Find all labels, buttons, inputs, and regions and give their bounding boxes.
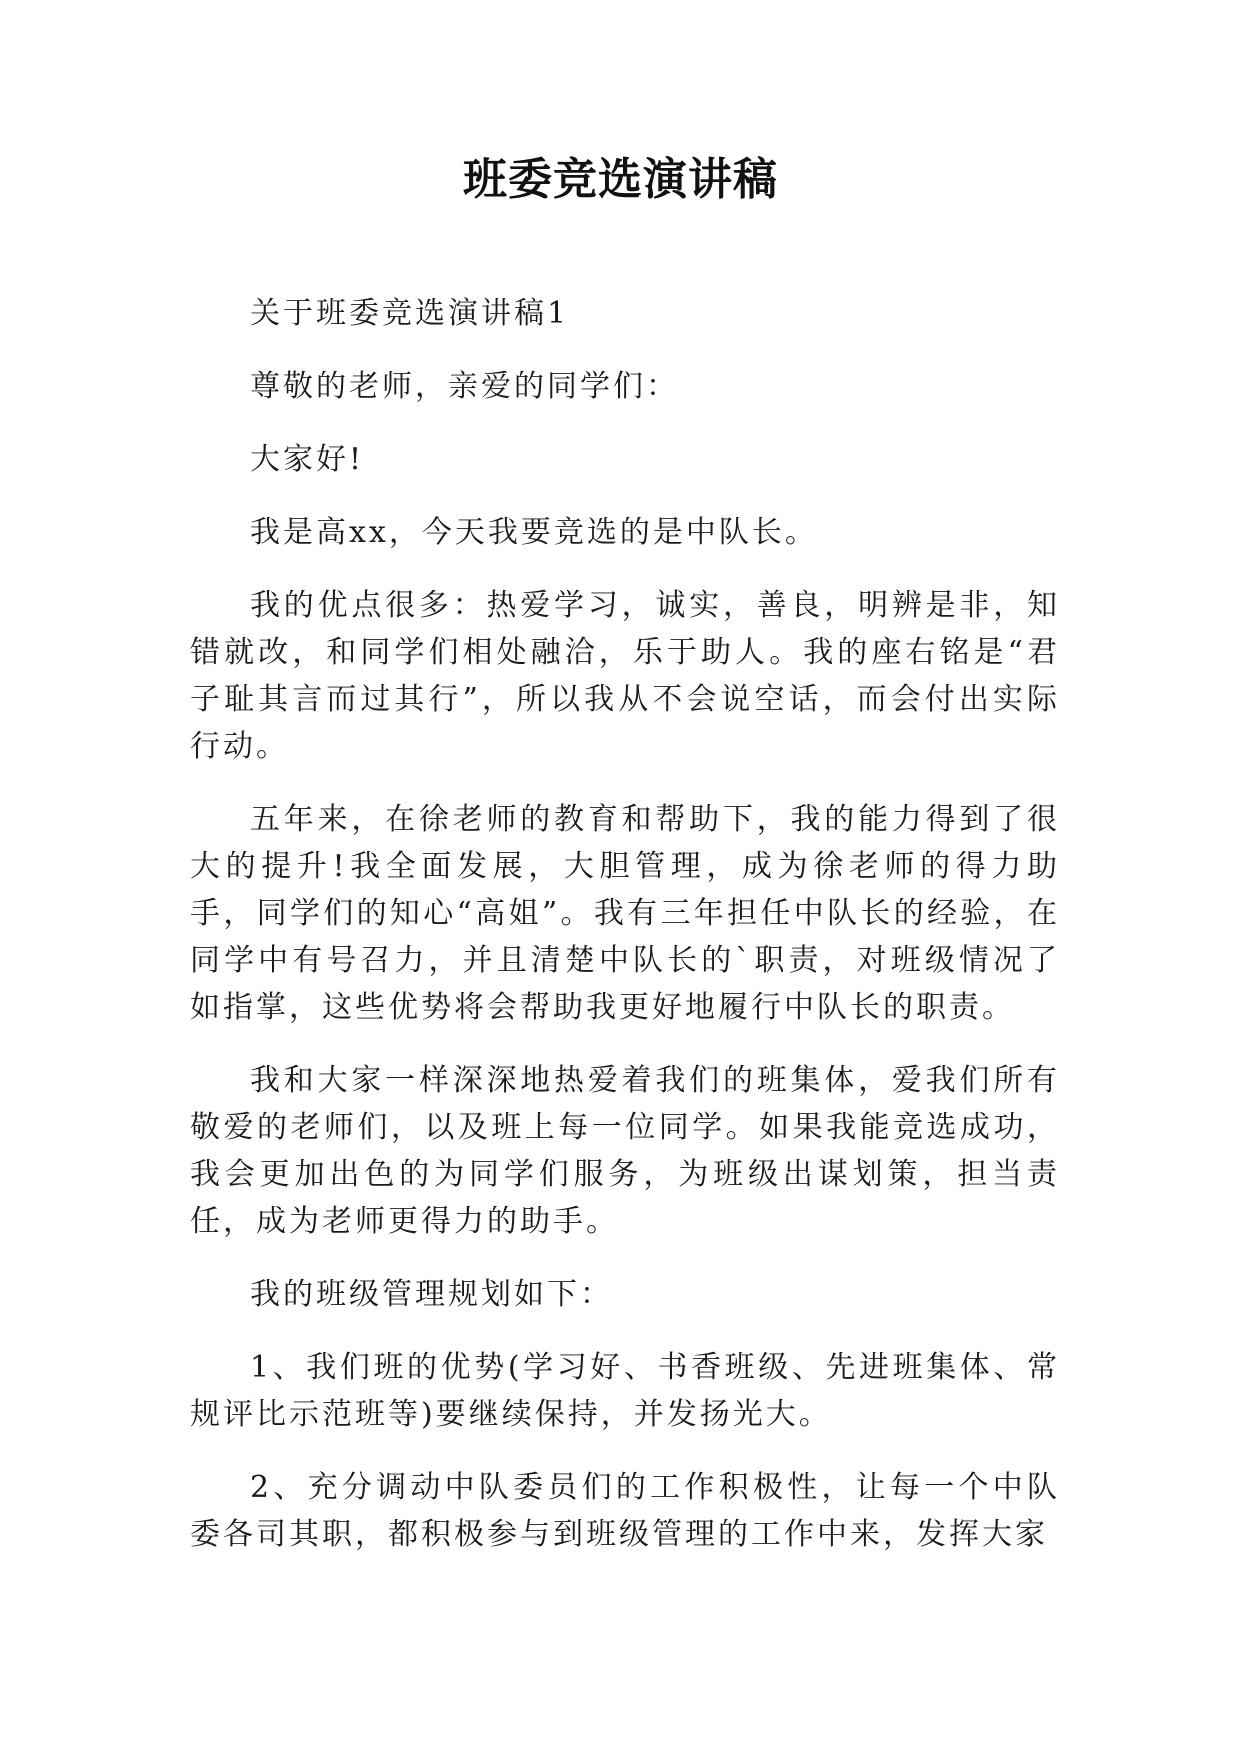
paragraph-plan-item-2: 2、充分调动中队委员们的工作积极性，让每一个中队委各司其职，都积极参与到班级管理的工作中来，发挥大家: [190, 1470, 1060, 1552]
paragraph-plan-item-1: 1、我们班的优势(学习好、书香班级、先进班集体、常规评比示范班等)要继续保持，并发扬光大。: [190, 1350, 1060, 1432]
paragraph-introduction: 我是高xx，今天我要竞选的是中队长。: [250, 515, 818, 550]
paragraph-strengths: 我的优点很多：热爱学习，诚实，善良，明辨是非，知错就改，和同学们相处融洽，乐于助人。我的座右铭是“君子耻其言而过其行”，所以我从不会说空话，而会付出实际行动。: [190, 588, 1060, 764]
paragraph-plan-heading: 我的班级管理规划如下：: [250, 1277, 613, 1312]
paragraph-greeting: 大家好!: [250, 442, 365, 477]
document-body: [190, 290, 1060, 1584]
paragraph-commitment: 我和大家一样深深地热爱着我们的班集体，爱我们所有敬爱的老师们，以及班上每一位同学。如果我能竞选成功，我会更加出色的为同学们服务，为班级出谋划策，担当责任，成为老师更得力的助手。: [190, 1063, 1060, 1239]
paragraph-heading: 关于班委竞选演讲稿1: [250, 296, 570, 331]
paragraph-salutation: 尊敬的老师，亲爱的同学们：: [250, 369, 679, 404]
document-title: 班委竞选演讲稿: [463, 154, 778, 205]
paragraph-experience: 五年来，在徐老师的教育和帮助下，我的能力得到了很大的提升!我全面发展，大胆管理，成为徐老师的得力助手，同学们的知心“高姐”。我有三年担任中队长的经验，在同学中有号召力，并且清楚中队长的`职责，对班级情况了如指掌，这些优势将会帮助我更好地履行中队长的职责。: [190, 802, 1060, 1025]
